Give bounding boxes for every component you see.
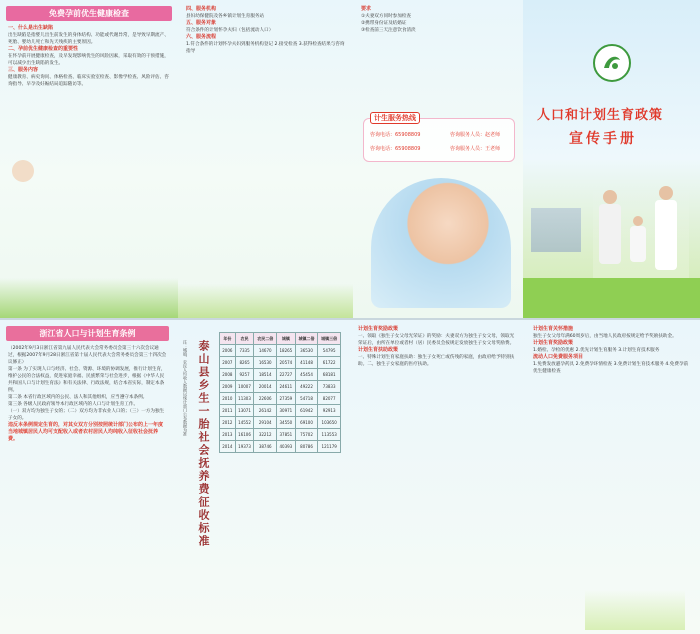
table-cell: 54795: [318, 345, 341, 357]
reward-section-title: 计划生育扶助政策: [358, 347, 399, 353]
table-cell: 61722: [318, 357, 341, 369]
front-panel-exam: [0, 0, 178, 318]
regulation-intro: （2002年9月3日浙江省第九届人民代表大会常务委员会第三十六次会议通过，根据2007年9月28日浙江省第十届人民代表大会常务委员会第三十四次会议修正）: [8, 346, 167, 365]
exam-section-text: 出生缺陷是指婴儿出生前发生的身体结构、功能或代谢异常，是导致早期流产、死胎、婴幼儿死亡和先天残疾的主要原因。: [8, 33, 169, 45]
reward-section-text: 一、领取《独生子女父母光荣证》的奖励：夫妻双方为独生子女父母，领取光荣证后，由所在单位或者村（居）民委员会按规定发放独生子女父母奖励费。: [358, 334, 515, 346]
table-header-cell: 城镇三倍: [318, 333, 341, 345]
table-cell: 54718: [295, 393, 318, 405]
table-cell: 2013: [220, 429, 236, 441]
fee-table-note: 注：城镇、农民人均收入数据以统计部门公布数据为准: [183, 340, 188, 436]
table-cell: 20574: [277, 357, 296, 369]
grass-decoration: [0, 278, 178, 318]
table-cell: 22727: [277, 369, 296, 381]
exam-section-text: 健康教育、病史询问、体格检查、临床实验室检查、影像学检查、风险评估、咨询指导、早孕及妊娠结局追踪随访等。: [8, 75, 169, 87]
baby-photo: [371, 178, 511, 308]
table-row: [220, 393, 341, 405]
table-cell: 103650: [318, 417, 341, 429]
table-cell: 34550: [277, 417, 296, 429]
table-row: [220, 441, 341, 453]
requirement-item: ①夫妻双方同时参加检查: [361, 14, 412, 19]
front-panel-policy: [178, 0, 353, 318]
table-cell: 30971: [277, 405, 296, 417]
table-row: [220, 345, 341, 357]
fee-table-title: 泰山县乡生一胎社会抚养费征收标准: [197, 340, 210, 548]
table-cell: 2011: [220, 405, 236, 417]
back-panel-reward: [350, 320, 525, 634]
table-cell: 41148: [295, 357, 318, 369]
policy-section-title: 四、服务机构: [186, 6, 217, 12]
table-row: [220, 369, 341, 381]
table-cell: 40393: [277, 441, 296, 453]
table-cell: 2008: [220, 369, 236, 381]
fee-table: [219, 332, 341, 453]
exam-section-title: 三、服务内容: [8, 67, 39, 73]
table-cell: 11303: [235, 393, 254, 405]
table-cell: 37851: [277, 429, 296, 441]
front-panel-hotline: [353, 0, 523, 318]
table-header-cell: 年份: [220, 333, 236, 345]
table-row: [220, 405, 341, 417]
table-cell: 45454: [295, 369, 318, 381]
care-section-title: 计划生育关怀措施: [533, 326, 574, 332]
table-cell: 2006: [220, 345, 236, 357]
front-cover: [523, 0, 700, 318]
regulation-body: [0, 345, 175, 443]
table-cell: 36530: [295, 345, 318, 357]
requirement-item: ②携带身份证及结婚证: [361, 21, 407, 26]
regulation-heading: 浙江省人口与计划生育条例: [6, 326, 169, 341]
table-cell: 18514: [254, 369, 277, 381]
hotline-box: [363, 114, 515, 162]
table-row: [220, 357, 341, 369]
family-planning-logo: [593, 44, 631, 82]
policy-section-title: 五、服务对象: [186, 20, 217, 26]
reward-section-text: 一、特殊计划生育家庭扶助：独生子女死亡或伤残的家庭，由政府给予特别扶助。二、独生子女家庭的医疗扶助。: [358, 355, 515, 367]
policy-section-text: 符合条件的计划怀孕夫妇（包括流动人口）: [186, 28, 274, 33]
requirements-block: [353, 0, 523, 40]
table-cell: 14552: [235, 417, 254, 429]
table-row: [220, 417, 341, 429]
brochure-back-sheet: [0, 320, 700, 634]
table-cell: 121179: [318, 441, 341, 453]
table-header-cell: 城镇二倍: [295, 333, 318, 345]
table-cell: 24611: [277, 381, 296, 393]
reward-section-title: 计划生育奖励政策: [358, 326, 399, 332]
table-cell: 113553: [318, 429, 341, 441]
exam-body: [0, 25, 178, 88]
table-cell: 8265: [235, 357, 254, 369]
exam-section-title: 二、孕前优生健康检查的重要性: [8, 46, 79, 52]
table-cell: 82077: [318, 393, 341, 405]
requirement-item: ③检查前三天注意饮食清淡: [361, 28, 416, 33]
hotline-line-left: 咨询电话：65908809: [370, 132, 421, 138]
care-section-text: 1.免费发放避孕药具 2.免费孕环情检查 3.免费计划生育技术服务 4.免费孕前优生健康检查: [533, 362, 689, 374]
hotline-line-left: 咨询电话：65908809: [370, 146, 421, 152]
policy-body: [178, 0, 353, 61]
family-photo: [593, 180, 689, 290]
table-cell: 26142: [254, 405, 277, 417]
table-cell: 7335: [235, 345, 254, 357]
table-cell: 69100: [295, 417, 318, 429]
table-cell: 61942: [295, 405, 318, 417]
care-section-title: 计划生育奖励政策: [533, 340, 574, 346]
table-cell: 73833: [318, 381, 341, 393]
table-cell: 38746: [254, 441, 277, 453]
back-panel-regulation: [0, 320, 175, 634]
regulation-item: 第三条 各级人民政府领导本行政区域内的人口与计划生育工作。: [8, 402, 139, 407]
table-cell: 2007: [220, 357, 236, 369]
table-cell: 2014: [220, 441, 236, 453]
table-row: [220, 381, 341, 393]
table-header-cell: 农民: [235, 333, 254, 345]
care-body: [525, 320, 700, 381]
table-cell: 80786: [295, 441, 318, 453]
table-cell: 13071: [235, 405, 254, 417]
table-cell: 49222: [295, 381, 318, 393]
hotline-line-right: 咨询服务人员：王老师: [450, 146, 501, 152]
cover-title: 人口和计划生育政策: [537, 108, 664, 123]
policy-section-title: 六、服务流程: [186, 34, 217, 40]
table-cell: 22606: [254, 393, 277, 405]
reward-body: [350, 320, 525, 374]
regulation-notice: 违反本条例规定生育的，对其女双方分别按照统计部门公布的上一年度当地城镇居民人均可支配收入或者农村居民人均纯收入征收社会抚养费。: [8, 422, 164, 442]
table-header-cell: 农民二倍: [254, 333, 277, 345]
regulation-item: （一）双方均为独生子女的；（二）双方均为非农业人口的；（三）一方为独生子女的。: [8, 409, 165, 421]
back-panel-care: [525, 320, 700, 634]
table-cell: 2012: [220, 417, 236, 429]
table-header-row: [220, 333, 341, 345]
family-walk-photo: [585, 590, 685, 630]
flower-decoration: [178, 284, 353, 318]
care-section-text: 独生子女父母年满60周岁后，由当地人民政府按规定给予奖励扶助金。: [533, 334, 677, 339]
table-cell: 14670: [254, 345, 277, 357]
exam-section-text: 在怀孕前开展健康检查，及早发现影响优生的风险因素，采取有效的干预措施，可以减少出生缺陷的发生。: [8, 54, 169, 66]
hotline-tag: 计生服务热线: [370, 112, 420, 124]
table-cell: 27359: [277, 393, 296, 405]
cover-subtitle: 宣传手册: [569, 131, 637, 147]
table-cell: 16530: [254, 357, 277, 369]
table-cell: 68181: [318, 369, 341, 381]
grass-field: [523, 278, 700, 318]
hotline-line-right: 咨询服务人员：赵老师: [450, 132, 501, 138]
care-section-text: 1.婚检、孕检的优惠 2.优先计划生育服务 3.计划生育技术服务: [533, 348, 660, 353]
table-cell: 2009: [220, 381, 236, 393]
child-photo: [12, 160, 34, 182]
policy-section-text: 县妇幼保健院及各乡镇计划生育服务站: [186, 14, 265, 19]
table-cell: 19373: [235, 441, 254, 453]
care-section-title: 流动人口免费服务项目: [533, 354, 584, 360]
regulation-item: 第一条 为了实现人口与经济、社会、资源、环境的协调发展，推行计划生育，维护公民的合法权益，促进家庭幸福、民族繁荣与社会进步，根据《中华人民共和国人口与计划生育法》和有关法律、行政法规，结合本省实际，制定本条例。: [8, 367, 166, 393]
back-panel-fee-table: [175, 320, 350, 634]
table-cell: 92913: [318, 405, 341, 417]
table-header-cell: 城镇: [277, 333, 296, 345]
exam-section-title: 一、什么是出生缺陷: [8, 25, 54, 31]
policy-section-text: 1.符合条件的计划怀孕夫妇到服务机构登记 2.接受检查 3.获得检查结果与咨询指导: [186, 42, 345, 54]
requirements-title: 要求: [361, 6, 372, 12]
table-cell: 9257: [235, 369, 254, 381]
table-cell: 75702: [295, 429, 318, 441]
table-cell: 32212: [254, 429, 277, 441]
city-skyline: [531, 208, 581, 252]
table-cell: 10007: [235, 381, 254, 393]
table-cell: 20014: [254, 381, 277, 393]
table-row: [220, 429, 341, 441]
table-cell: 29104: [254, 417, 277, 429]
table-cell: 18265: [277, 345, 296, 357]
regulation-item: 第二条 本省行政区域内的公民、法人和其他组织，应当遵守本条例。: [8, 395, 148, 400]
table-cell: 2010: [220, 393, 236, 405]
table-cell: 16106: [235, 429, 254, 441]
exam-heading: 免费孕前优生健康检查: [6, 6, 172, 21]
